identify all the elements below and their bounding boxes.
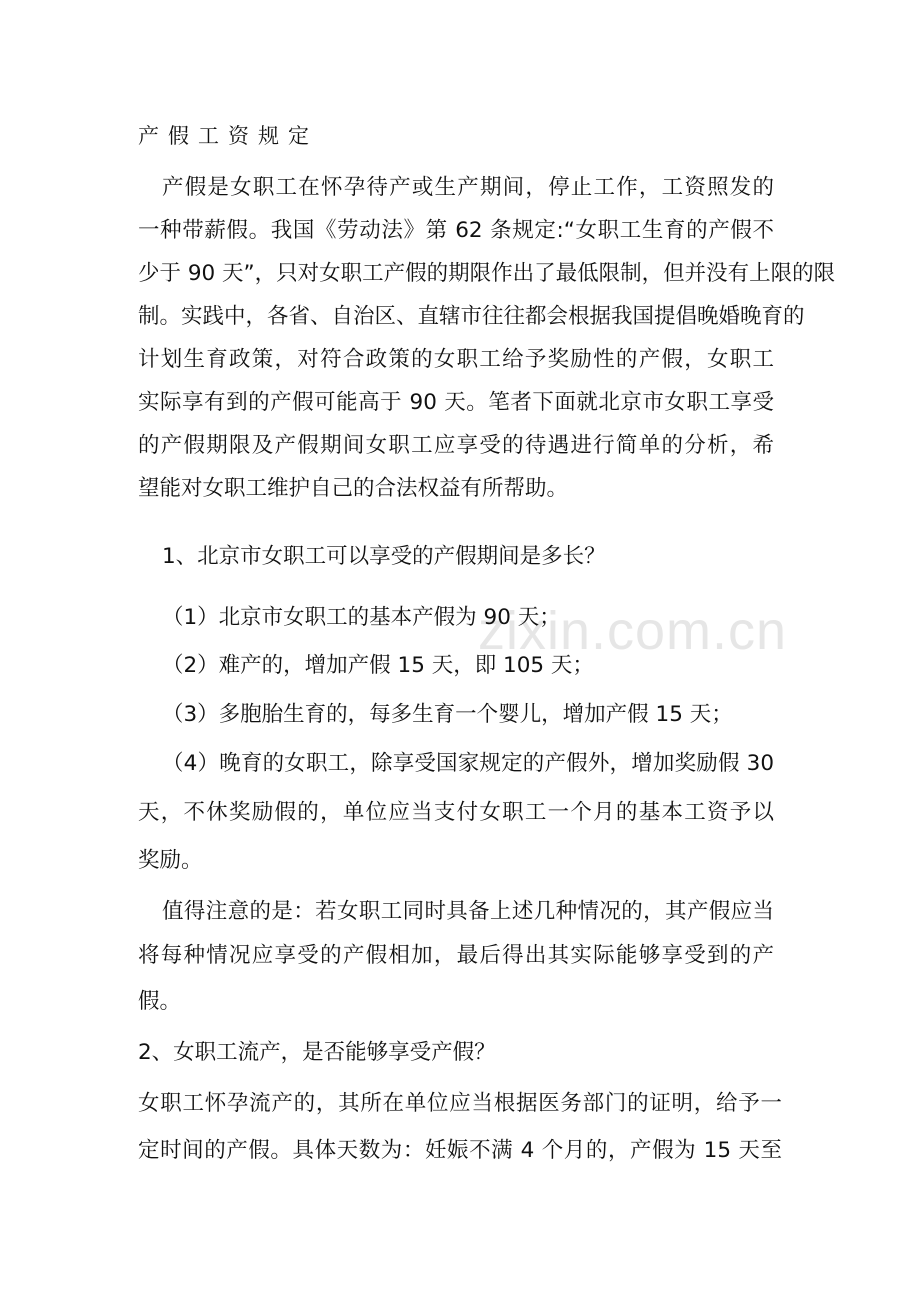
note-line: 值得注意的是：若女职工同时具备上述几种情况的，其产假应当 — [162, 899, 774, 924]
paragraph-line: 产假是女职工在怀孕待产或生产期间，停止工作，工资照发的 — [162, 175, 774, 200]
list-item-continued: 奖励。 — [138, 848, 203, 873]
section-heading: 1、北京市女职工可以享受的产假期间是多长？ — [162, 544, 606, 569]
paragraph-line: 实际享有到的产假可能高于 90 天。笔者下面就北京市女职工享受 — [138, 390, 774, 415]
document-title: 产假工资规定 — [138, 124, 318, 148]
paragraph-line: 少于 90 天”，只对女职工产假的期限作出了最低限制，但并没有上限的限 — [138, 261, 836, 286]
note-line: 将每种情况应享受的产假相加，最后得出其实际能够享受到的产 — [138, 943, 774, 968]
watermark-text: zixin.com.cn — [478, 601, 788, 661]
note-line: 假。 — [138, 989, 182, 1014]
list-item: （1）北京市女职工的基本产假为 90 天； — [162, 605, 561, 630]
section-heading: 2、女职工流产，是否能够享受产假？ — [138, 1040, 496, 1065]
list-item-continued: 天，不休奖励假的，单位应当支付女职工一个月的基本工资予以 — [138, 800, 774, 825]
list-item: （4）晚育的女职工，除享受国家规定的产假外，增加奖励假 30 — [162, 751, 774, 776]
paragraph-line: 女职工怀孕流产的，其所在单位应当根据医务部门的证明，给予一 — [138, 1091, 782, 1116]
paragraph-line: 望能对女职工维护自己的合法权益有所帮助。 — [138, 476, 569, 501]
paragraph-line: 计划生育政策，对符合政策的女职工给予奖励性的产假，女职工 — [138, 347, 774, 372]
paragraph-line: 定时间的产假。具体天数为：妊娠不满 4 个月的，产假为 15 天至 — [138, 1138, 782, 1163]
paragraph-line: 的产假期限及产假期间女职工应享受的待遇进行简单的分析，希 — [138, 433, 774, 458]
paragraph-line: 制。实践中，各省、自治区、直辖市往往都会根据我国提倡晚婚晚育的 — [138, 304, 805, 329]
paragraph-line: 一种带薪假。我国《劳动法》第 62 条规定:“女职工生育的产假不 — [138, 218, 774, 243]
list-item: （3）多胞胎生育的，每多生育一个婴儿，增加产假 15 天； — [162, 702, 733, 727]
list-item: （2）难产的，增加产假 15 天，即 105 天； — [162, 653, 594, 678]
